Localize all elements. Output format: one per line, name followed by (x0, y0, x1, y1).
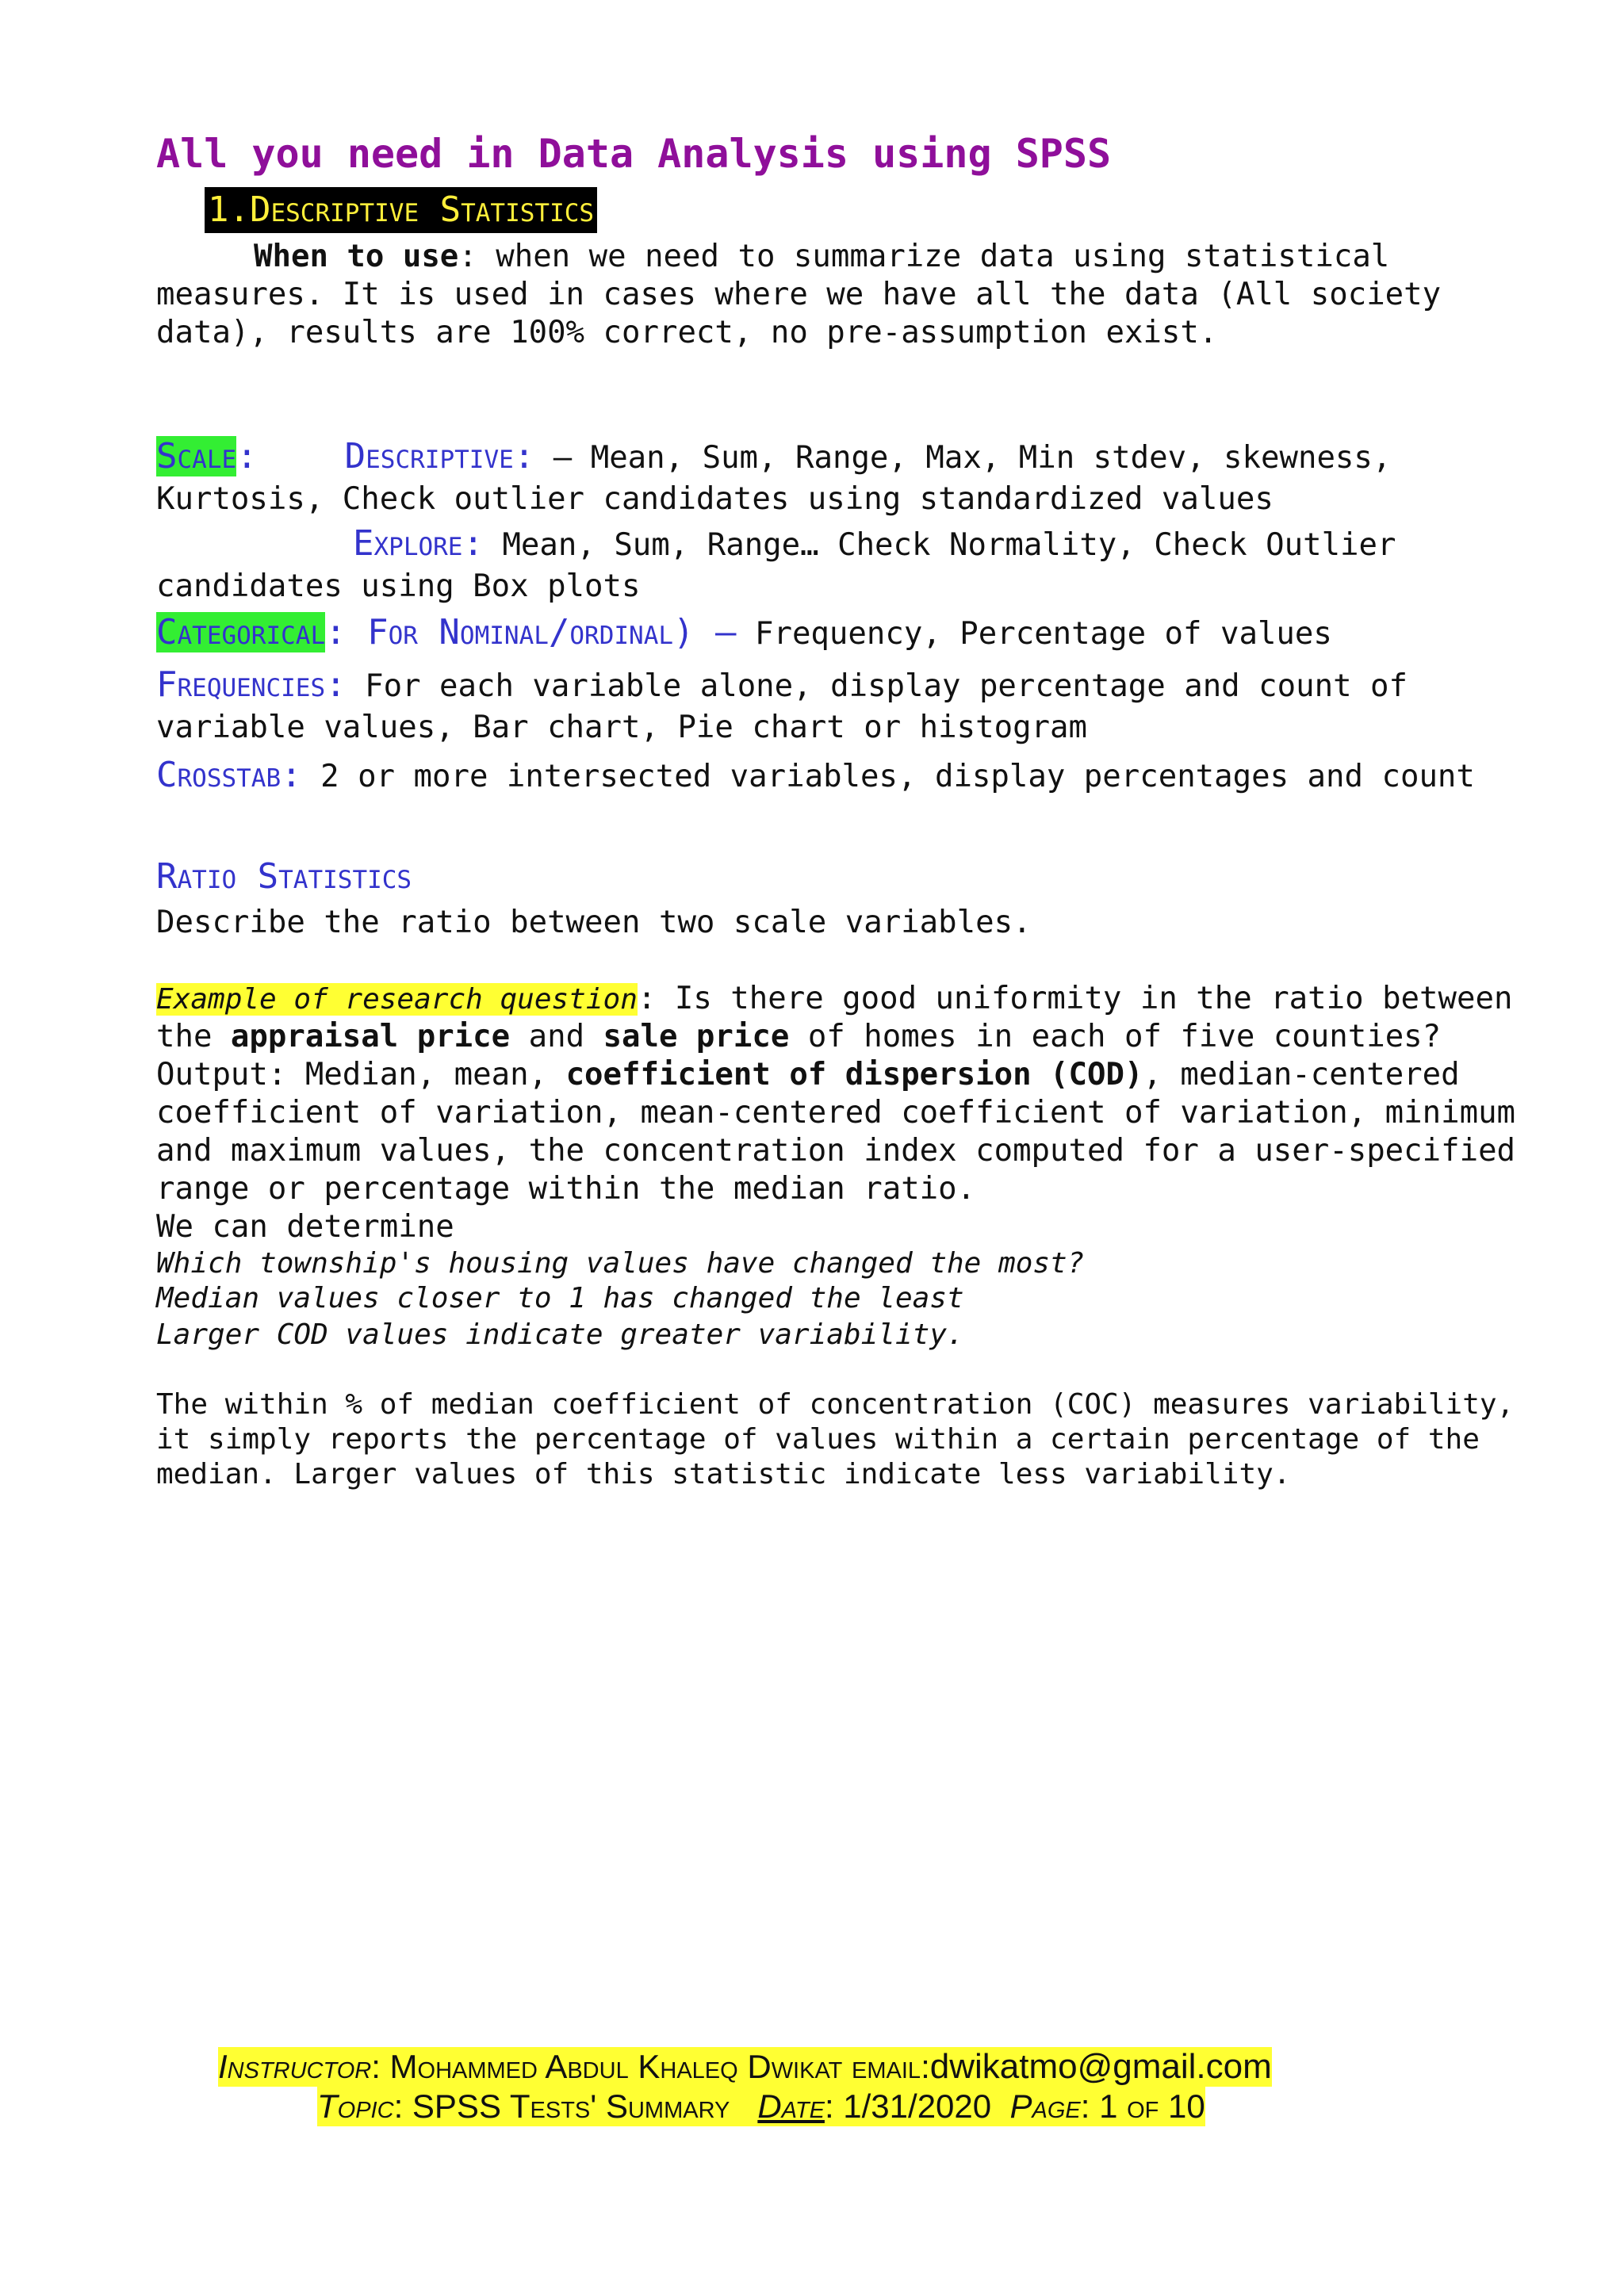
ratio-line-1 (156, 980, 1512, 1018)
when-line-2: measures. It is used in cases where we have all the data (All society (156, 277, 1442, 312)
categorical-label: Categorical (156, 612, 326, 652)
example-label: Example of research question (156, 983, 638, 1016)
descriptive-label: Descriptive: (344, 436, 535, 476)
instructor-value: : Mohammed Abdul Khaleq Dwikat email: (371, 2048, 930, 2085)
frequencies-text-1: For each variable alone, display percentage and count of (346, 668, 1408, 704)
categorical-line (156, 614, 1332, 653)
scale-line-1 (156, 438, 1391, 477)
explore-label: Explore: (353, 523, 484, 564)
ratio-line-3 (156, 1056, 1460, 1094)
ratio-line2-a: the (156, 1019, 231, 1054)
frequencies-line-1 (156, 666, 1408, 706)
ratio-line3-a: Output: Median, mean, (156, 1057, 566, 1093)
footer-instructor-line (218, 2047, 1272, 2087)
ratio-desc: Describe the ratio between two scale variables. (156, 905, 1032, 940)
coc-line-3: median. Larger values of this statistic indicate less variability. (156, 1458, 1291, 1490)
explore-line (353, 525, 1396, 564)
descriptive-text-1: – Mean, Sum, Range, Max, Min stdev, skewness, (534, 440, 1392, 476)
coc-line-2: it simply reports the percentage of values within a certain percentage of the (156, 1423, 1480, 1456)
coc-line-1: The within % of median coefficient of concentration (COC) measures variability, (156, 1388, 1515, 1421)
ratio-line2-e: of homes in each of five counties? (789, 1019, 1442, 1054)
topic-label: Topic (317, 2087, 394, 2125)
scale-colon: : (236, 436, 258, 476)
ratio-line-6: range or percentage within the median ratio. (156, 1171, 976, 1207)
footer-topic-line (317, 2087, 1205, 2126)
explore-line-2: candidates using Box plots (156, 568, 641, 604)
explore-text-1: Mean, Sum, Range… Check Normality, Check Outlier (483, 527, 1396, 563)
ratio-italic-2: Median values closer to 1 has changed the least (156, 1282, 964, 1314)
when-text-1: : when we need to summarize data using statistical (458, 239, 1390, 274)
instructor-label: Instructor (218, 2048, 372, 2085)
date-label: Date (757, 2087, 825, 2125)
section-number: 1. (208, 189, 250, 230)
categorical-subtitle: : For Nominal/ordinal) – (325, 612, 737, 652)
frequencies-label: Frequencies: (156, 664, 347, 705)
ratio-line3-c: , median-centered (1143, 1057, 1460, 1093)
page-value: : 1 of 10 (1080, 2087, 1205, 2125)
appraisal-price: appraisal price (230, 1019, 511, 1054)
sale-price: sale price (603, 1019, 790, 1054)
ratio-line1-rest: : Is there good uniformity in the ratio between (637, 981, 1513, 1016)
cod-term: coefficient of dispersion (COD) (565, 1057, 1143, 1093)
topic-value: : SPSS Tests' Summary (393, 2087, 730, 2125)
crosstab-label: Crosstab: (156, 755, 302, 795)
ratio-heading: Ratio Statistics (156, 856, 412, 897)
ratio-line-5: and maximum values, the concentration index computed for a user-specified (156, 1133, 1516, 1169)
scale-line-2: Kurtosis, Check outlier candidates using standardized values (156, 481, 1274, 517)
when-label: When to use (254, 239, 459, 274)
email-link[interactable]: dwikatmo@gmail.com (929, 2047, 1272, 2086)
ratio-line-7: We can determine (156, 1209, 454, 1245)
ratio-italic-3: Larger COD values indicate greater variability. (156, 1318, 964, 1351)
crosstab-text: 2 or more intersected variables, display percentages and count (301, 759, 1475, 794)
page-label: Page (1009, 2087, 1081, 2125)
ratio-line2-c: and (510, 1019, 603, 1054)
ratio-line-2 (156, 1018, 1441, 1056)
crosstab-line (156, 756, 1475, 796)
when-line-3: data), results are 100% correct, no pre-assumption exist. (156, 315, 1218, 350)
categorical-text: Frequency, Percentage of values (736, 616, 1332, 652)
scale-label: Scale (156, 436, 237, 476)
section-heading-text: Descriptive Statistics (249, 189, 595, 230)
ratio-italic-1: Which township's housing values have changed the most? (156, 1247, 1085, 1280)
ratio-line-4: coefficient of variation, mean-centered coefficient of variation, minimum (156, 1095, 1516, 1131)
frequencies-line-2: variable values, Bar chart, Pie chart or histogram (156, 710, 1087, 745)
date-value: : 1/31/2020 (824, 2087, 992, 2125)
section-heading-descriptive (205, 187, 597, 233)
document-title: All you need in Data Analysis using SPSS (156, 131, 1112, 177)
when-line-1 (254, 238, 1389, 276)
